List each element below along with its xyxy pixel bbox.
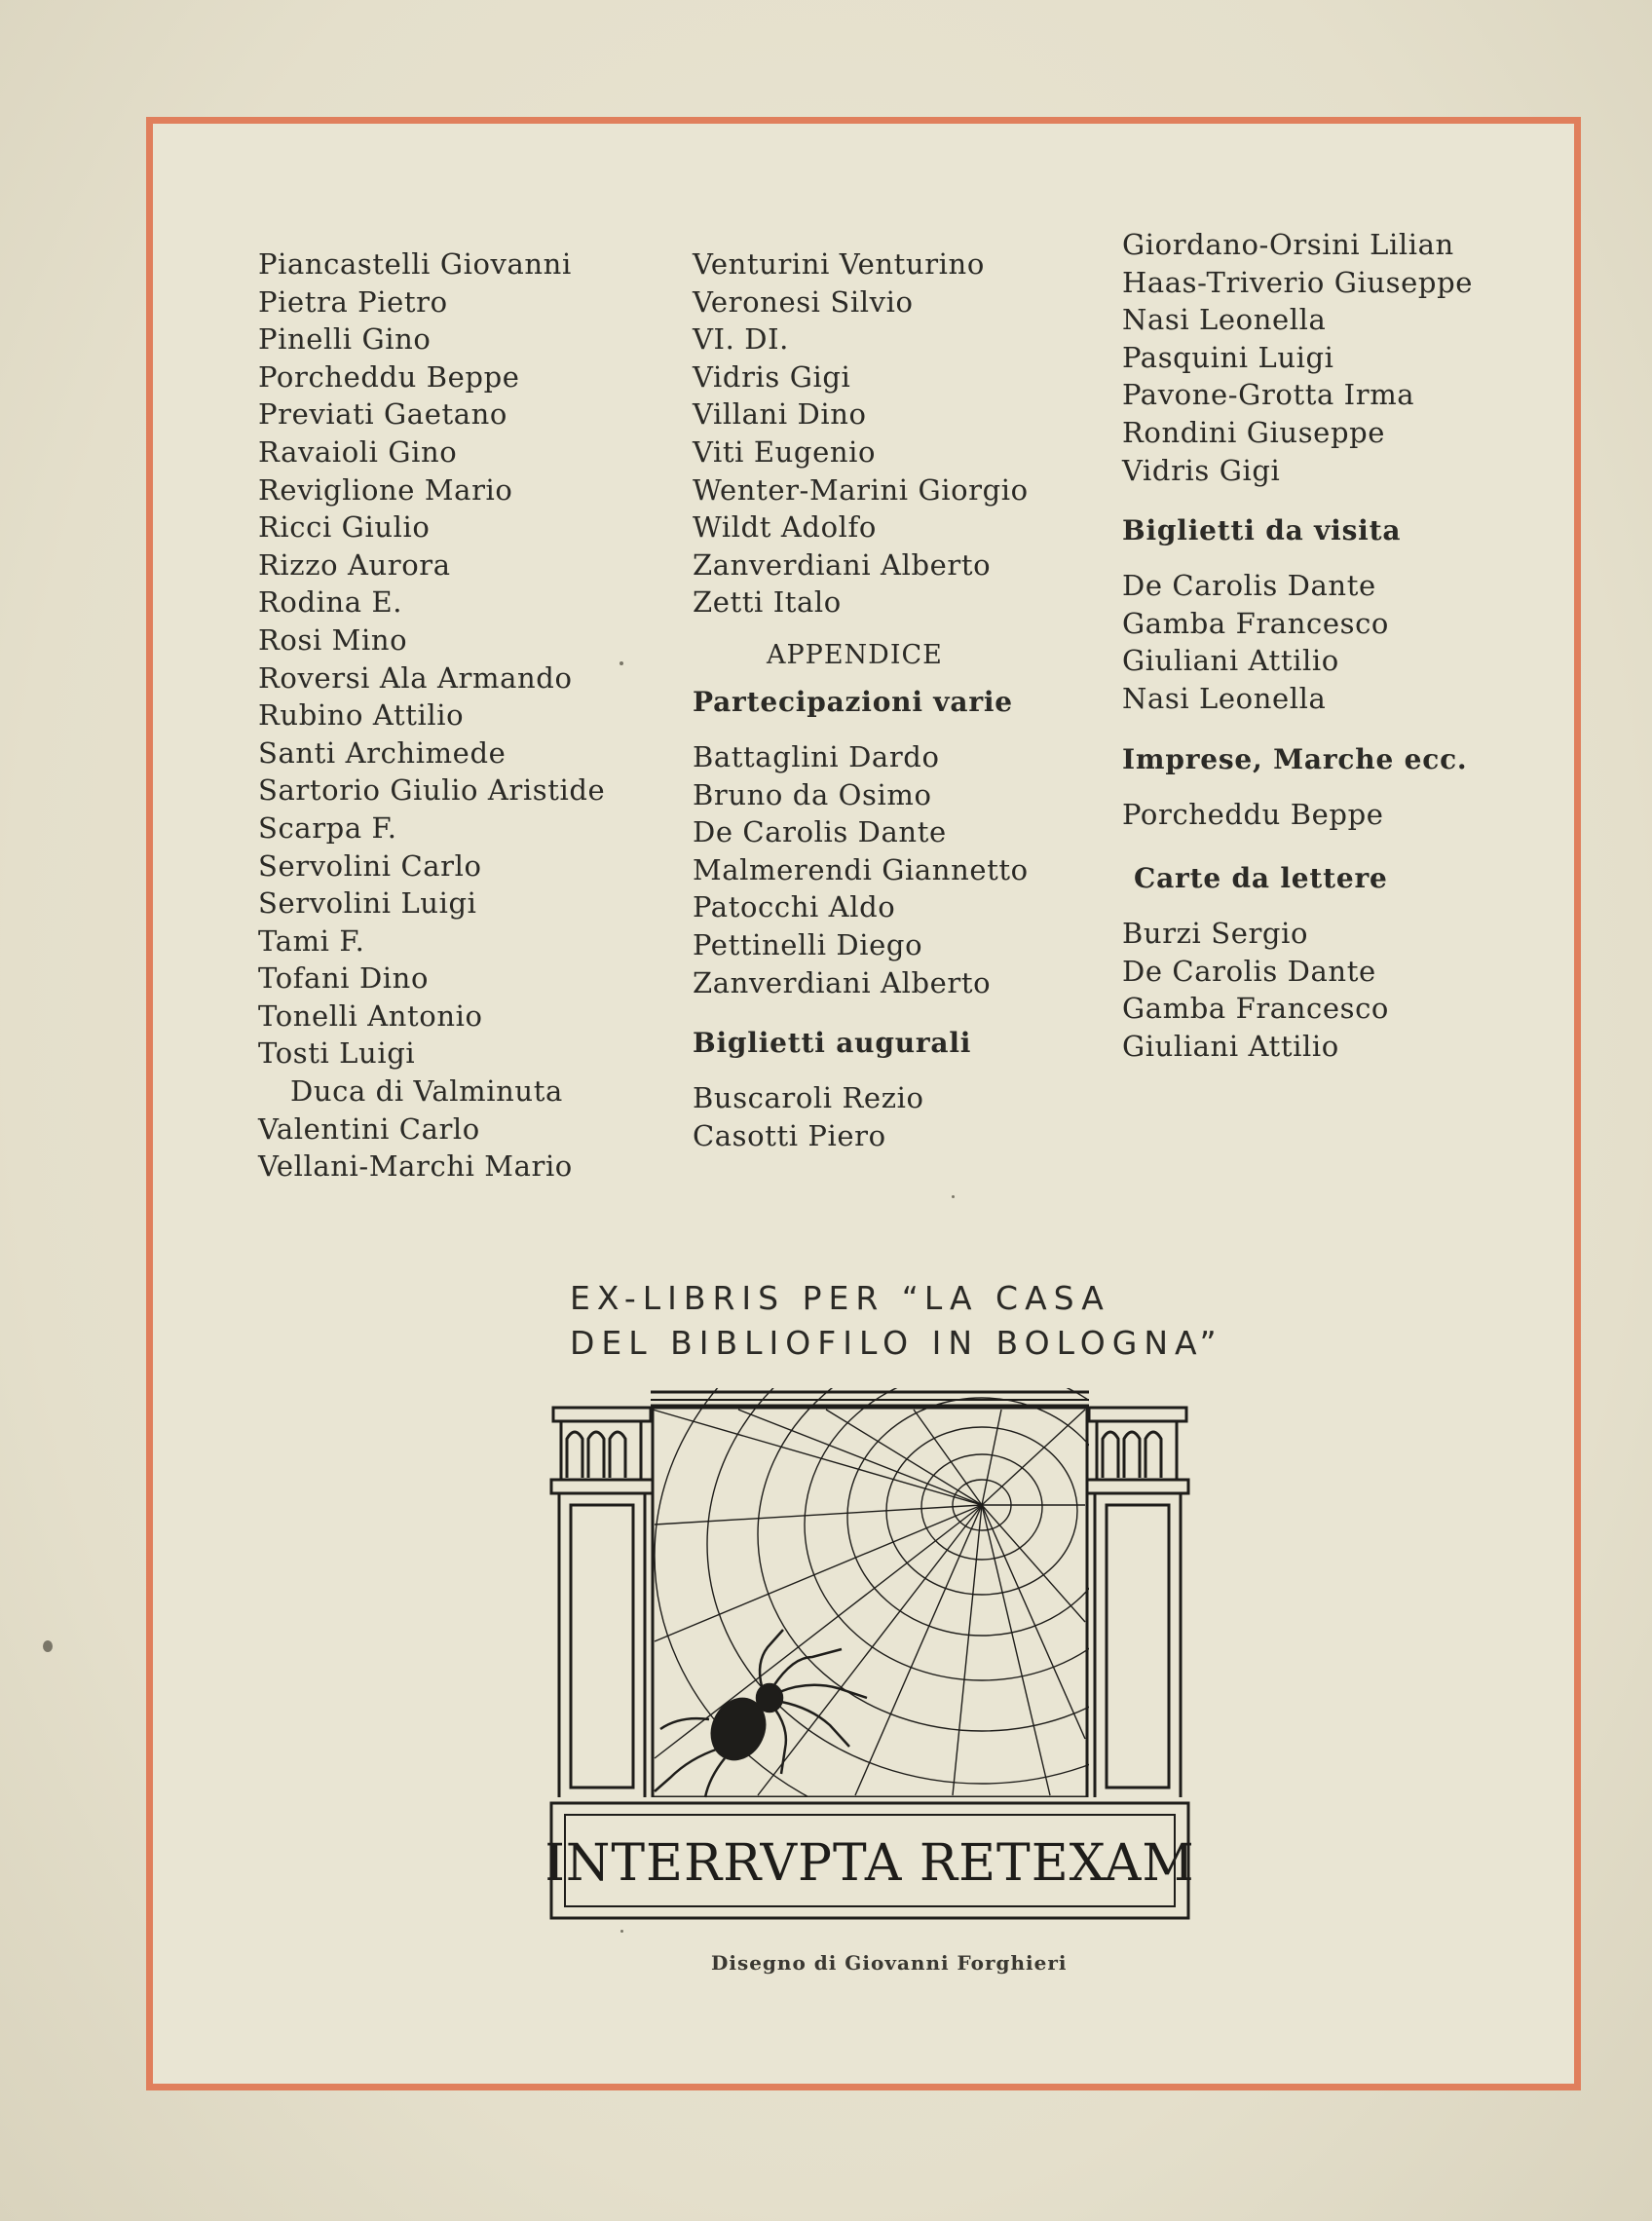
list-item: Reviglione Mario — [258, 472, 513, 507]
list-item: Porcheddu Beppe — [1122, 797, 1384, 831]
list-item: Sartorio Giulio Aristide — [258, 773, 606, 808]
list-item: Vidris Gigi — [693, 359, 851, 394]
list-item: Rosi Mino — [258, 622, 408, 657]
illustration-caption: Disegno di Giovanni Forghieri — [711, 1951, 1068, 1975]
list-item: Scarpa F. — [258, 810, 397, 845]
list-item: Tosti Luigi — [258, 1036, 416, 1071]
list-item: Zanverdiani Alberto — [693, 965, 992, 999]
list-item: Tonelli Antonio — [258, 998, 483, 1033]
spider-icon — [655, 1630, 867, 1797]
list-item: Wildt Adolfo — [693, 510, 877, 545]
column-middle — [693, 245, 1029, 1154]
list-item: Wenter-Marini Giorgio — [693, 472, 1029, 507]
list-item: Zanverdiani Alberto — [693, 547, 992, 582]
paper-speck — [43, 1640, 53, 1652]
list-item: Buscaroli Rezio — [693, 1081, 924, 1115]
list-item: De Carolis Dante — [1122, 569, 1376, 603]
list-item: Pavone-Grotta Irma — [1122, 378, 1415, 412]
exlibris-title-line: EX-LIBRIS PER “LA CASA — [570, 1279, 1110, 1317]
list-item: VI. DI. — [693, 322, 789, 357]
list-item: Gamba Francesco — [1122, 606, 1389, 640]
list-item: Vellani-Marchi Mario — [258, 1149, 573, 1184]
list-item: Giordano-Orsini Lilian — [1122, 228, 1454, 261]
list-item: Casotti Piero — [693, 1118, 886, 1152]
list-item: Previati Gaetano — [258, 397, 507, 432]
list-item: Zetti Italo — [693, 585, 842, 620]
list-item: Rubino Attilio — [258, 698, 465, 733]
list-item: Patocchi Aldo — [693, 890, 896, 924]
list-item: Haas-Triverio Giuseppe — [1122, 265, 1474, 299]
list-item: Duca di Valminuta — [290, 1074, 563, 1109]
list-item: Santi Archimede — [258, 735, 507, 770]
list-item: Nasi Leonella — [1122, 681, 1327, 715]
list-item: Burzi Sergio — [1122, 917, 1309, 951]
list-item: Valentini Carlo — [258, 1111, 480, 1146]
appendix-heading: APPENDICE — [767, 639, 943, 670]
list-item: Viti Eugenio — [693, 434, 877, 469]
list-item: Giuliani Attilio — [1122, 1029, 1339, 1063]
section-heading-imprese: Imprese, Marche ecc. — [1122, 742, 1468, 775]
list-item: Venturini Venturino — [693, 247, 985, 281]
list-item: Vidris Gigi — [1122, 453, 1281, 487]
list-item: Tami F. — [258, 923, 365, 958]
column-right — [1122, 226, 1473, 1066]
exlibris-title — [570, 1276, 1223, 1366]
list-item: Nasi Leonella — [1122, 303, 1327, 337]
list-item: Servolini Carlo — [258, 848, 482, 883]
list-item: Pettinelli Diego — [693, 927, 923, 961]
list-item: De Carolis Dante — [1122, 954, 1376, 988]
exlibris-title-line: DEL BIBLIOFILO IN BOLOGNA” — [570, 1324, 1223, 1362]
list-item: Pasquini Luigi — [1122, 340, 1334, 374]
list-item: Rodina E. — [258, 585, 403, 620]
paper-speck — [620, 661, 623, 665]
list-item: Roversi Ala Armando — [258, 660, 573, 695]
list-item: Rizzo Aurora — [258, 547, 451, 582]
list-item: Battaglini Dardo — [693, 739, 940, 773]
paper-speck — [952, 1195, 955, 1198]
list-item: Pinelli Gino — [258, 322, 432, 357]
section-heading-augurali: Biglietti augurali — [693, 1027, 972, 1060]
list-item: Porcheddu Beppe — [258, 359, 520, 394]
list-item: Pietra Pietro — [258, 284, 448, 319]
section-heading-partecipazioni: Partecipazioni varie — [693, 685, 1013, 718]
list-item: Gamba Francesco — [1122, 992, 1389, 1026]
list-item: Ravaioli Gino — [258, 434, 458, 469]
section-heading-lettere: Carte da lettere — [1134, 862, 1388, 895]
exlibris-motto: INTERRVPTA RETEXAM — [544, 1834, 1195, 1893]
paper-speck — [620, 1930, 623, 1933]
list-item: Servolini Luigi — [258, 886, 477, 921]
column-left — [258, 245, 605, 1186]
list-item: Villani Dino — [693, 397, 867, 432]
list-item: Veronesi Silvio — [693, 284, 914, 319]
list-item: Piancastelli Giovanni — [258, 247, 572, 281]
section-heading-visita: Biglietti da visita — [1122, 514, 1402, 547]
list-item: De Carolis Dante — [693, 815, 947, 849]
list-item: Ricci Giulio — [258, 510, 431, 545]
list-item: Giuliani Attilio — [1122, 644, 1339, 678]
list-item: Malmerendi Giannetto — [693, 852, 1029, 886]
list-item: Rondini Giuseppe — [1122, 415, 1386, 449]
list-item: Bruno da Osimo — [693, 777, 932, 811]
exlibris-illustration — [544, 1388, 1196, 1924]
list-item: Tofani Dino — [258, 961, 430, 996]
